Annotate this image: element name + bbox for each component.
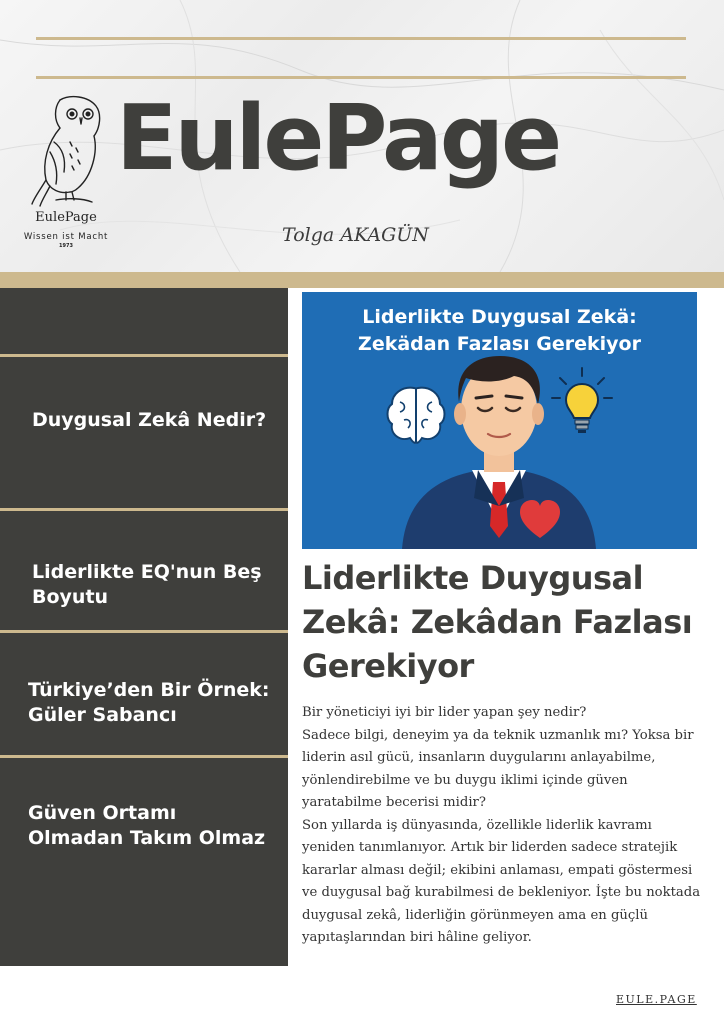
sidebar-divider [0, 755, 288, 758]
sidebar-item-guler-sabanci[interactable]: Türkiye’den Bir Örnek: Güler Sabancı [28, 679, 270, 726]
sidebar-item-eq-boyutlari[interactable]: Liderlikte EQ'nun Beş Boyutu [32, 561, 262, 608]
brain-icon [388, 388, 445, 443]
feature-image [302, 292, 697, 549]
sidebar-divider [0, 630, 288, 633]
footer-site-link[interactable]: EULE.PAGE [616, 993, 697, 1006]
sidebar-item-duygusal-zeka[interactable]: Duygusal Zekâ Nedir? [32, 409, 267, 431]
article-body [302, 702, 704, 950]
masthead [0, 0, 724, 272]
sidebar-item-guven-ortami[interactable]: Güven Ortamı Olmadan Takım Olmaz [28, 802, 266, 849]
brand-title: EulePage [116, 86, 560, 191]
lightbulb-icon [552, 368, 612, 433]
header-divider-band [0, 272, 724, 288]
second-rule [36, 76, 686, 79]
feature-title-line-1: Liderlikte Duygusal Zekä: [362, 306, 637, 328]
logo-motto: Wissen ist Macht [23, 232, 109, 242]
sidebar-divider [0, 354, 288, 357]
author-name: Tolga AKAGÜN [282, 224, 429, 246]
sidebar-nav [0, 288, 288, 966]
sidebar-divider [0, 508, 288, 511]
feature-title-line-2: Zekädan Fazlası Gerekiyor [358, 333, 641, 355]
article-headline: Liderlikte Duygusal Zekâ: Zekâdan Fazlası Gerekiyor [302, 559, 693, 685]
article-paragraph: Bir yöneticiyi iyi bir lider yapan şey nedir? [302, 705, 587, 720]
top-rule [36, 37, 686, 40]
owl-logo-icon [26, 92, 106, 210]
logo-wordmark: EulePage [35, 210, 97, 225]
logo-year: 1973 [59, 243, 73, 249]
person-illustration [402, 356, 596, 549]
feature-image-title [302, 304, 697, 358]
article-paragraph: Sadece bilgi, deneyim ya da teknik uzmanlık mı? Yoksa bir liderin asıl gücü, insanların duygularını anlayabilme, yönlendirebilme ve bu duygu iklimi içinde güven yaratabilme becerisi midir? [302, 727, 694, 810]
article-paragraph: Son yıllarda iş dünyasında, özellikle liderlik kavramı yeniden tanımlanıyor. Artık bir liderden sadece stratejik kararlar alması değil; ekibini anlaması, empati göstermesi ve duygusal bağ kurabilmesi de bekleniyor. İşte bu noktada duygusal zekâ, liderliğin görünmeyen ama en güçlü yapıtaşlarından biri hâline geliyor. [302, 817, 701, 945]
